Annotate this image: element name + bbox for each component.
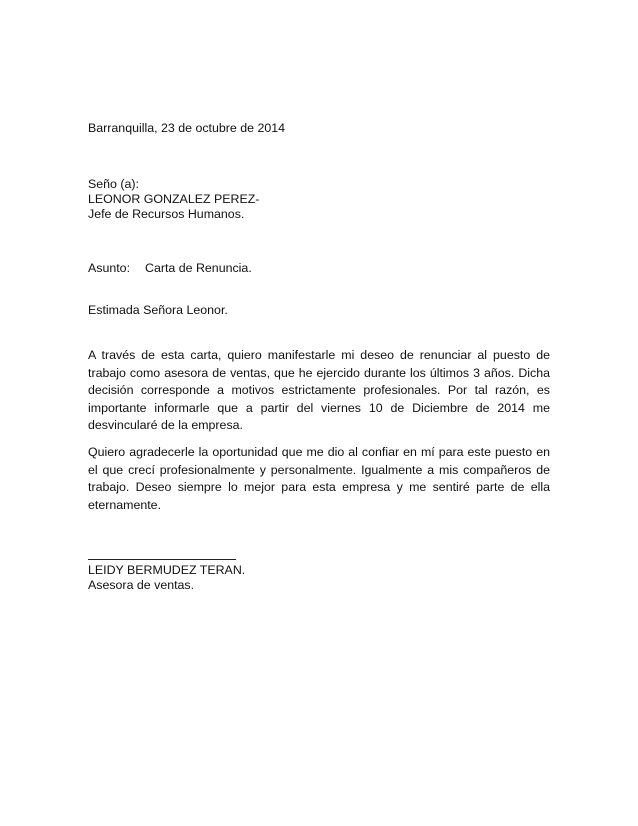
signature-line [88,559,236,560]
body-paragraph-1: A través de esta carta, quiero manifestarle mi deseo de renunciar al puesto de trabajo como asesora de ventas, que he ejercido durante los últimos 3 años. Dicha decisión corresponde a motivos estrictamente profesionales. Por tal razón, es importante informarle que a partir del viernes 10 de Diciembre de 2014 me desvincularé de la empresa. [88,348,550,432]
date-line: Barranquilla, 23 de octubre de 2014 [88,121,286,135]
body-paragraph-2: Quiero agradecerle la oportunidad que me dio al confiar en mí para este puesto en el que crecí profesionalmente y personalmente. Igualmente a mis compañeros de trabajo. Deseo siempre lo mejor para esta empresa y me sentiré parte de ella eternamente. [88,445,550,512]
recipient-position: Jefe de Recursos Humanos. [88,207,245,221]
subject-label: Asunto: [88,261,131,275]
greeting: Estimada Señora Leonor. [88,303,228,317]
signature-name: LEIDY BERMUDEZ TERAN. [88,563,246,577]
recipient-name: LEONOR GONZALEZ PEREZ- [88,192,260,206]
subject-line [88,261,252,276]
recipient-salutation-title: Seño (a): [88,177,139,191]
subject-value: Carta de Renuncia. [145,261,252,275]
signature-position: Asesora de ventas. [88,578,195,592]
